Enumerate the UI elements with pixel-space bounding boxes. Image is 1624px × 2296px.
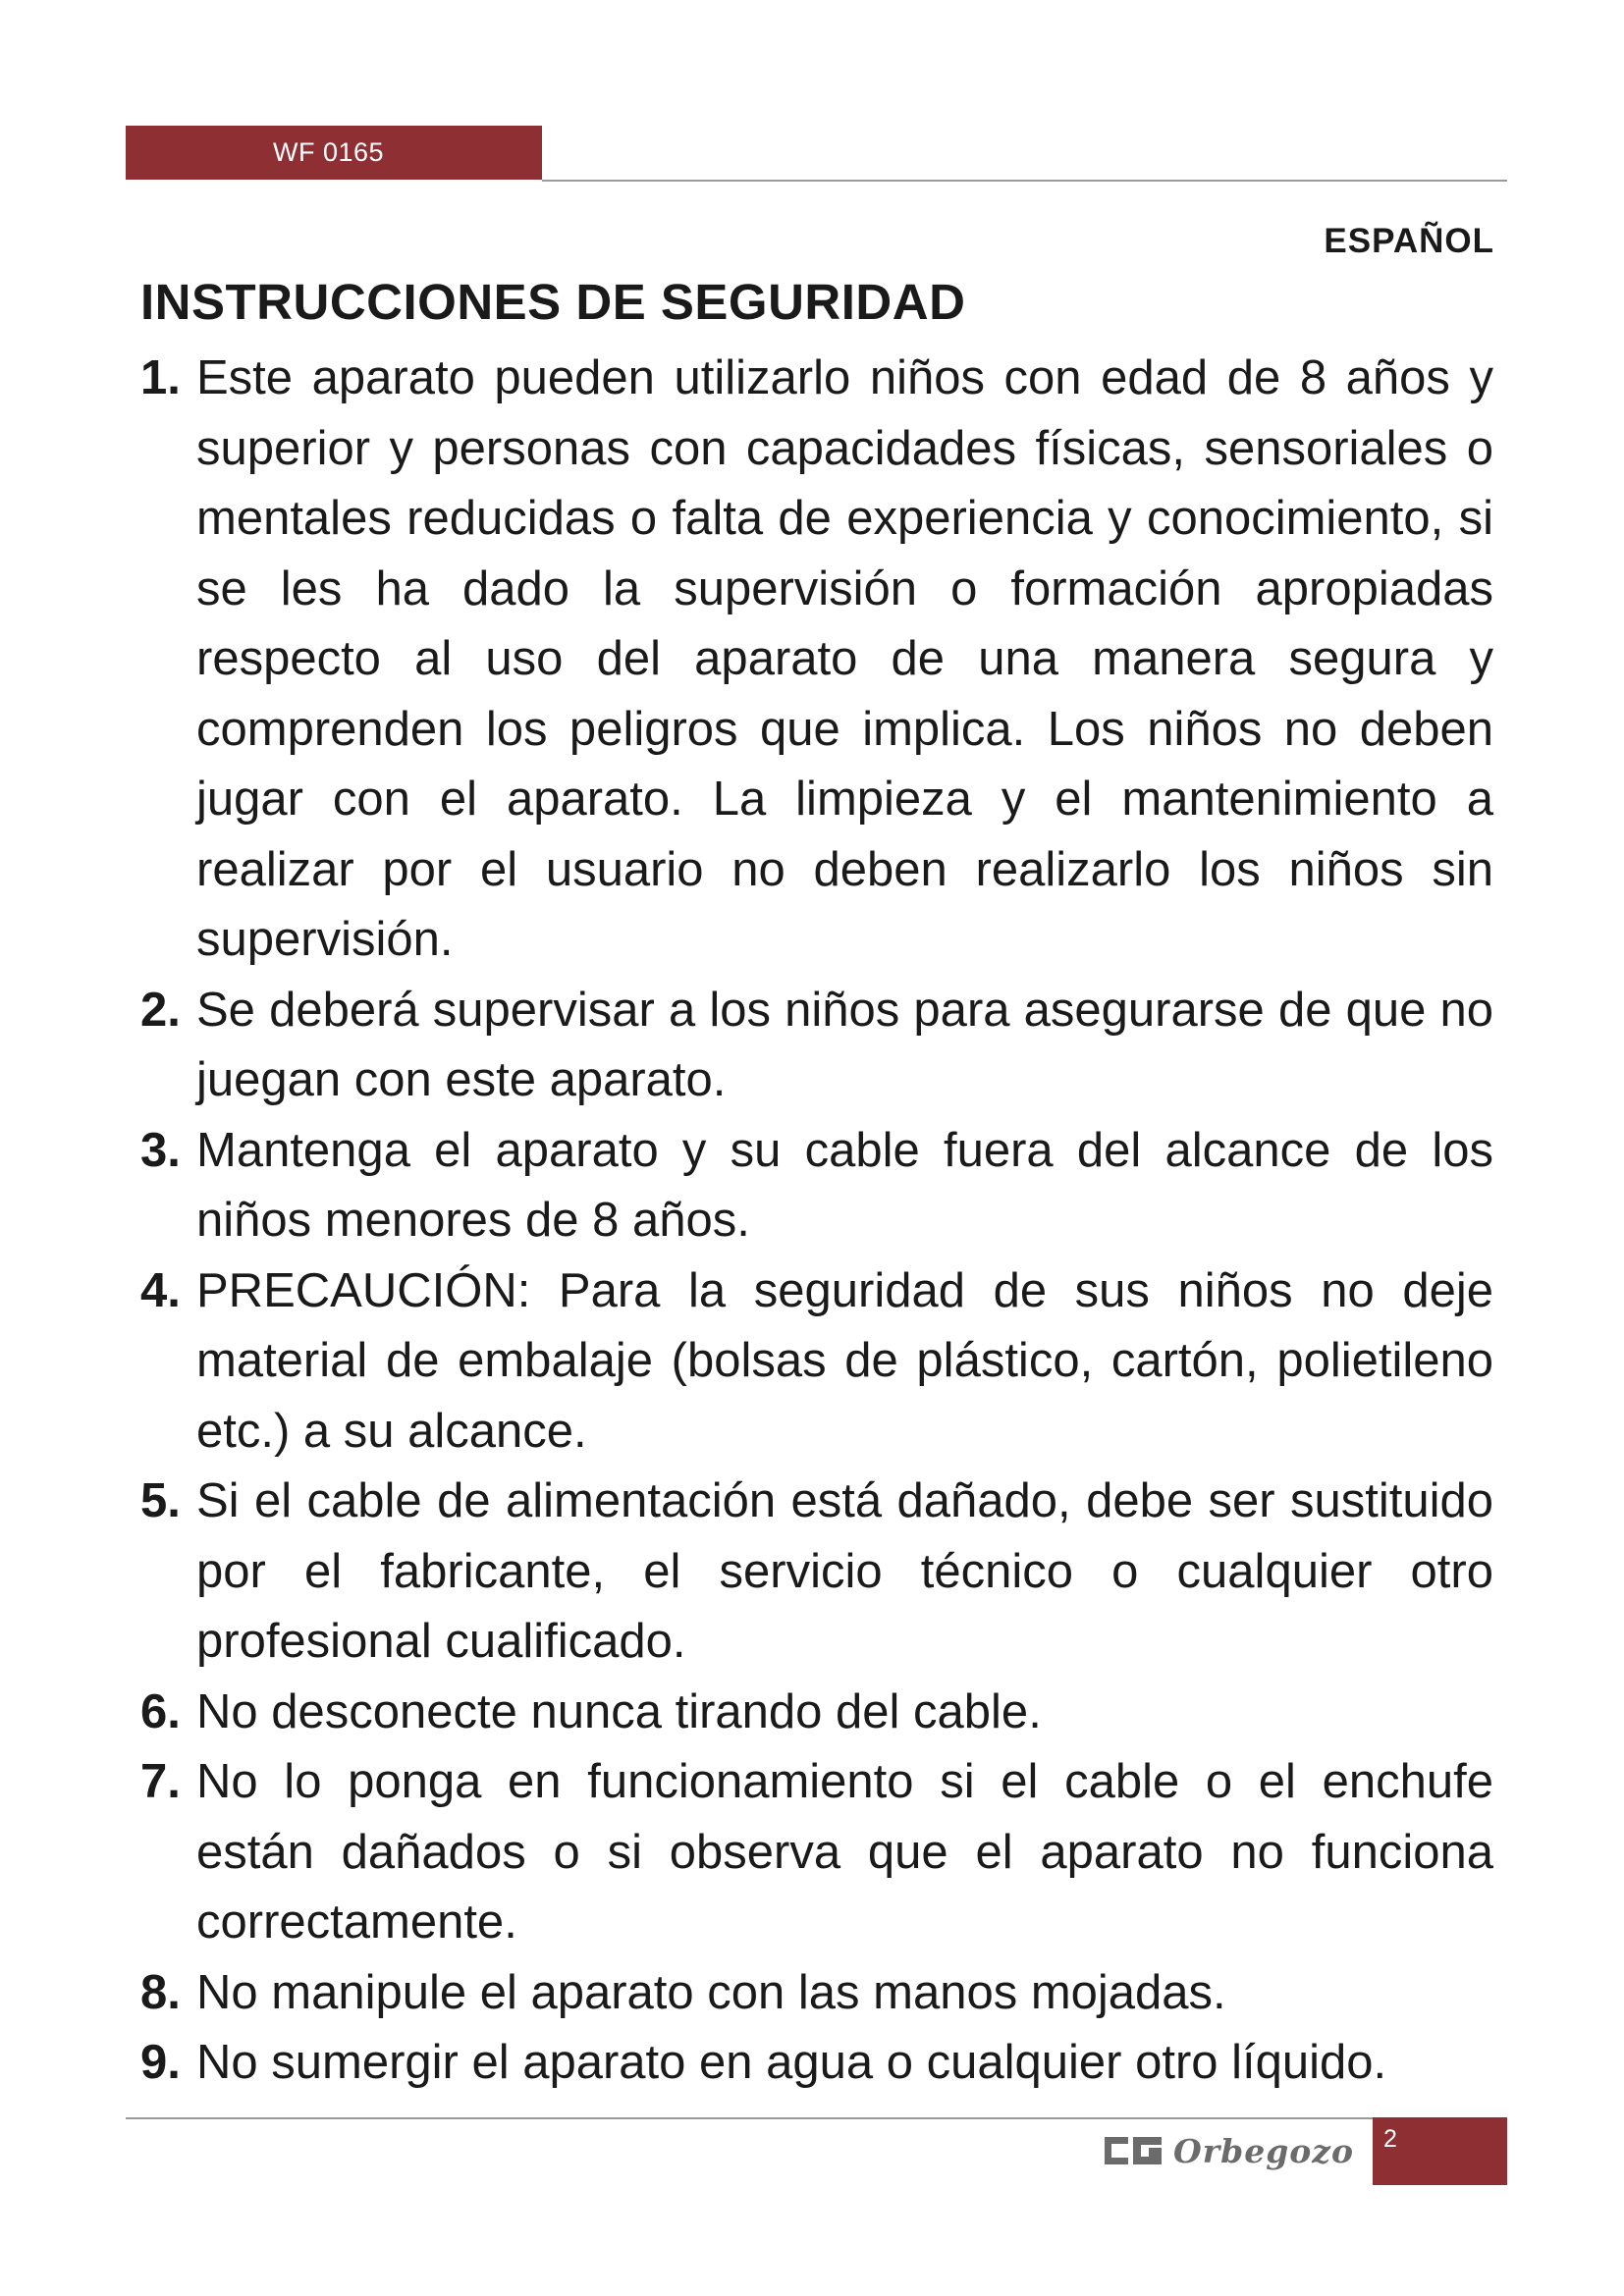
item-number: 4. [140, 1263, 181, 1317]
item-number: 9. [140, 2036, 181, 2089]
brand-mark-icon [1105, 2134, 1162, 2167]
item-text: Este aparato pueden utilizarlo niños con edad de 8 años y superior y personas con capacidades físicas, sensoriales o mentales reducidas o falta de experiencia y conocimiento, si se les ha dado la supervisión o formación apropiadas respecto al uso del aparato de una manera segura y comprenden los peligros que implica. Los niños no deben jugar con el aparato. La limpieza y el mantenimiento a realizar por el usuario no deben realizarlo los niños sin supervisión. [196, 351, 1493, 966]
safety-item-8 [140, 1958, 1493, 2029]
item-number: 5. [140, 1474, 181, 1527]
safety-instructions-list [140, 344, 1493, 2099]
item-number: 7. [140, 1755, 181, 1808]
safety-item-1 [140, 344, 1493, 976]
item-number: 8. [140, 1965, 181, 2019]
safety-item-3 [140, 1116, 1493, 1256]
model-label: WF 0165 [273, 137, 385, 167]
language-label: ESPAÑOL [1324, 222, 1494, 260]
item-text: Mantenga el aparato y su cable fuera del alcance de los niños menores de 8 años. [196, 1123, 1493, 1247]
header-bar [126, 126, 542, 180]
item-text: PRECAUCIÓN: Para la seguridad de sus niños no deje material de embalaje (bolsas de plástico, cartón, polietileno etc.) a su alcance. [196, 1263, 1493, 1458]
item-text: No sumergir el aparato en agua o cualquier otro líquido. [196, 2036, 1387, 2089]
section-title: INSTRUCCIONES DE SEGURIDAD [140, 274, 966, 330]
item-number: 2. [140, 983, 181, 1037]
item-number: 3. [140, 1123, 181, 1177]
item-text: No desconecte nunca tirando del cable. [196, 1684, 1042, 1738]
page-number: 2 [1383, 2125, 1397, 2153]
footer-divider [126, 2117, 1373, 2119]
item-text: Si el cable de alimentación está dañado, debe ser sustituido por el fabricante, el servicio técnico o cualquier otro profesional cualificado. [196, 1474, 1493, 1668]
safety-item-4 [140, 1256, 1493, 1468]
safety-item-5 [140, 1467, 1493, 1678]
safety-item-7 [140, 1747, 1493, 1958]
item-text: No manipule el aparato con las manos mojadas. [196, 1965, 1226, 2019]
brand-name: Orbegozo [1173, 2131, 1355, 2170]
item-text: No lo ponga en funcionamiento si el cable o el enchufe están dañados o si observa que el aparato no funciona correctamente. [196, 1755, 1493, 1949]
item-number: 6. [140, 1684, 181, 1738]
safety-item-2 [140, 976, 1493, 1116]
safety-item-9 [140, 2028, 1493, 2099]
page-number-box [1373, 2117, 1507, 2185]
header-divider [542, 180, 1507, 182]
item-text: Se deberá supervisar a los niños para asegurarse de que no juegan con este aparato. [196, 983, 1493, 1106]
item-number: 1. [140, 351, 181, 404]
brand-logo [1105, 2126, 1354, 2175]
safety-item-6 [140, 1678, 1493, 1748]
